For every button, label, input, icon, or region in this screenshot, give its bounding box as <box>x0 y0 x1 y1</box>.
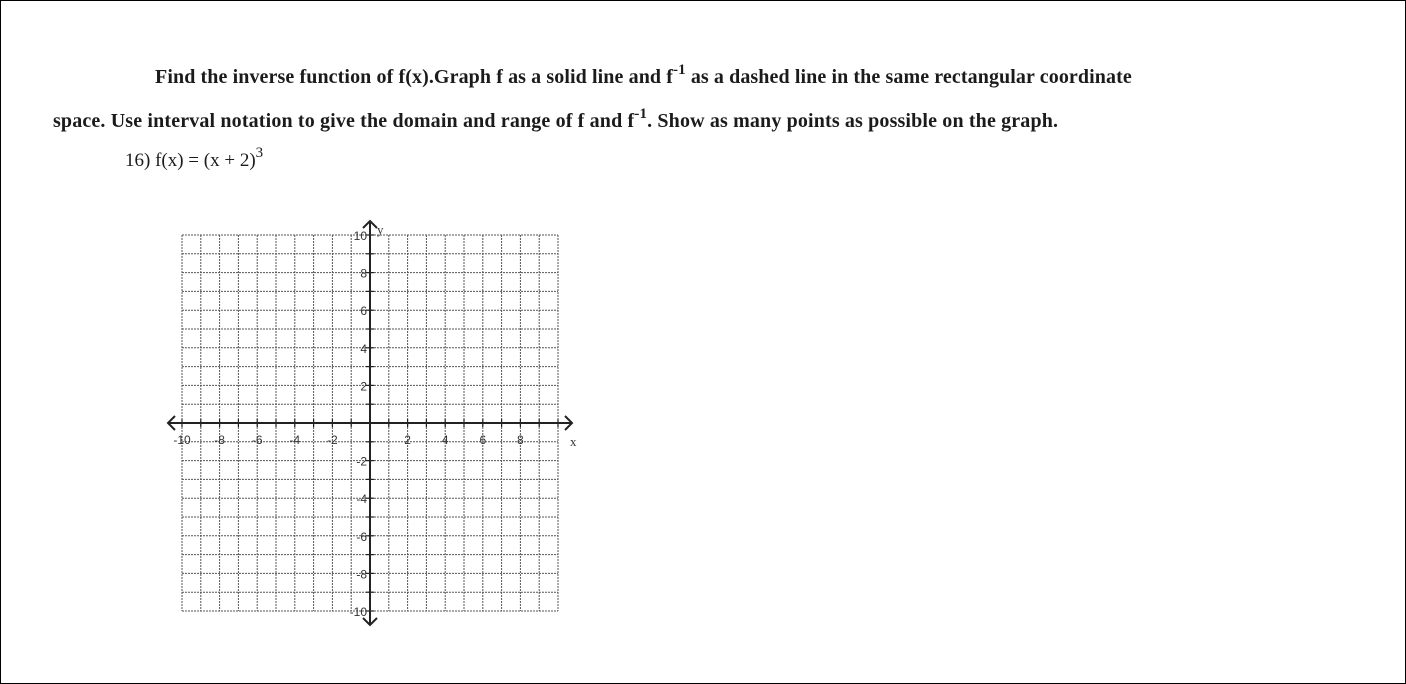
x-tick-label: -2 <box>327 433 338 447</box>
x-tick-label: -10 <box>173 433 191 447</box>
coordinate-grid <box>160 205 600 645</box>
x-tick-label: 6 <box>479 433 487 447</box>
instructions-line-2-end: . Show as many points as possible on the graph. <box>647 110 1059 132</box>
instructions-line-2-text: space. Use interval notation to give the domain and range of f and f <box>53 110 635 132</box>
y-tick-label: 10 <box>353 229 367 243</box>
problem-text: 16) f(x) = (x + 2) <box>125 150 256 171</box>
y-tick-label: -8 <box>356 567 367 582</box>
y-tick-label: -2 <box>356 454 367 469</box>
y-tick-label: 2 <box>360 379 367 394</box>
instructions-line-1-end: as a dashed line in the same rectangular coordinate <box>685 66 1132 88</box>
inverse-notation-f: f <box>666 66 674 88</box>
y-tick-label: 6 <box>360 304 367 319</box>
inverse-superscript: -1 <box>673 62 686 78</box>
x-axis-label: x <box>570 434 577 449</box>
problem-statement <box>125 145 264 172</box>
instructions-line-1 <box>155 62 1132 89</box>
instructions-line-2 <box>53 106 1059 133</box>
y-tick-label: -6 <box>356 529 367 544</box>
x-tick-label: -8 <box>214 433 225 447</box>
inverse-superscript-2: -1 <box>634 106 648 122</box>
x-tick-label: 2 <box>404 433 411 447</box>
y-tick-label: -10 <box>349 605 367 619</box>
y-tick-label: 4 <box>360 341 367 356</box>
x-tick-label: -6 <box>251 433 263 447</box>
problem-exponent: 3 <box>255 145 264 161</box>
y-tick-label: -4 <box>356 492 367 507</box>
y-axis-label: y <box>377 222 384 237</box>
x-tick-label: 8 <box>517 433 524 447</box>
y-tick-label: 8 <box>360 266 367 281</box>
x-tick-label: 4 <box>441 433 449 447</box>
instructions-line-1-text: Find the inverse function of f(x).Graph f as a solid line and <box>155 66 667 88</box>
x-tick-label: -4 <box>289 433 301 447</box>
